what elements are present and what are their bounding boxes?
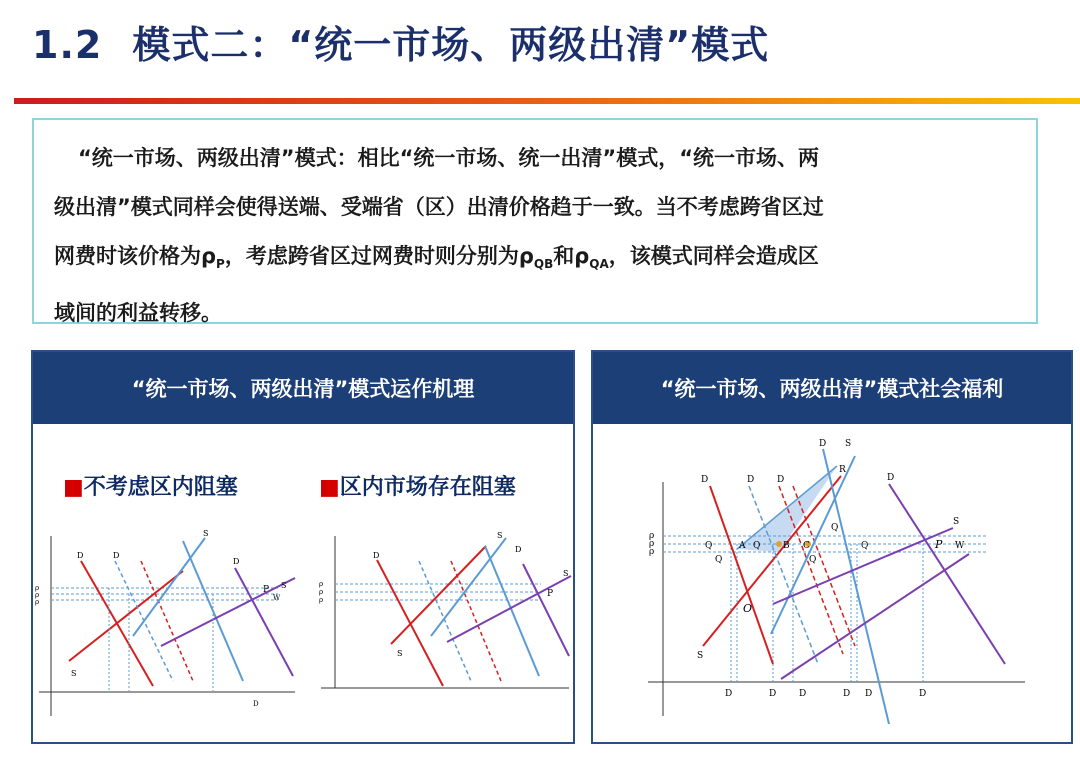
label-dqasi: D <box>769 689 777 699</box>
label-o: O <box>743 602 753 615</box>
label-rho-p: ρ <box>319 588 324 596</box>
label-d: D <box>887 473 895 483</box>
supply-curve-b <box>69 571 183 661</box>
supply-curve-total <box>447 576 571 642</box>
red-square-icon: ■ <box>63 475 84 500</box>
label-sa: S <box>845 439 852 449</box>
welfare-diagram <box>593 424 1071 742</box>
label-dqadi: D <box>865 689 873 699</box>
point-b <box>776 541 782 547</box>
supply-curve-a <box>431 538 506 636</box>
intro-paragraph <box>54 134 1016 338</box>
label-rho-qa: ρ <box>35 584 40 592</box>
supply-curve-total <box>781 554 969 679</box>
demand-curve-a-solid <box>485 546 539 676</box>
label-p: P <box>935 538 943 551</box>
no-congestion-label: ■不考虑区内阻塞 <box>63 475 238 500</box>
label-sa: S <box>497 531 503 540</box>
label-dp: D <box>919 689 927 699</box>
label-dqad: D <box>843 689 851 699</box>
label-sb: S <box>697 651 704 661</box>
label-w: W <box>955 541 965 551</box>
label-s: S <box>953 517 960 527</box>
intro-line-3d: ，该模式同样会造成区 <box>608 244 819 268</box>
demand-curve-b-shifted <box>141 561 193 681</box>
label-rho-p: ρ <box>649 539 655 549</box>
demand-curve-b-prime <box>779 486 843 654</box>
label-qadi: Q <box>861 541 869 551</box>
mechanism-body <box>33 424 573 742</box>
label-rho-qa: ρ <box>649 531 655 541</box>
sub-qa: QA <box>589 257 609 272</box>
label-a: A <box>739 541 746 551</box>
sub-qb: QB <box>533 257 554 272</box>
label-sb: S <box>397 649 403 658</box>
supply-curve-a <box>133 538 205 636</box>
label-db: D <box>701 475 709 485</box>
label-p: P <box>547 589 554 599</box>
intro-line-1: “统一市场、两级出清”模式：相比“统一市场、统一出清”模式，“统一市场、两 <box>78 146 820 170</box>
demand-curve-a <box>419 561 471 681</box>
welfare-body <box>593 424 1071 742</box>
label-qbd: Q <box>809 555 817 565</box>
section-number: 1.2 <box>32 23 103 67</box>
label-d: D <box>233 557 240 566</box>
label-sb: S <box>71 669 77 678</box>
intro-line-3c: 和ρ <box>553 244 590 268</box>
congestion-label: ■区内市场存在阻塞 <box>319 475 516 500</box>
label-dqbs: D <box>725 689 733 699</box>
label-qbs: Q <box>715 555 723 565</box>
title-divider <box>14 98 1080 104</box>
slide-title <box>32 14 769 69</box>
label-rho-qb: ρ <box>649 547 655 557</box>
mechanism-header: “统一市场、两级出清”模式运作机理 <box>33 352 573 424</box>
label-qbsi: Q <box>705 541 713 551</box>
demand-curve-b <box>710 486 773 664</box>
intro-line-2: 级出清”模式同样会使得送端、受端省（区）出清价格趋于一致。当不考虑跨省区过 <box>54 195 824 219</box>
label-dqbsi: D <box>799 689 807 699</box>
title-text: 模式二：“统一市场、两级出清”模式 <box>132 23 770 67</box>
label-da: D <box>113 551 120 560</box>
demand-curve-total <box>889 484 1005 664</box>
diagram-no-congestion <box>33 516 303 742</box>
red-square-icon: ■ <box>319 475 340 500</box>
supply-curve-b <box>703 476 841 646</box>
intro-line-3a: 网费时该价格为ρ <box>54 244 217 268</box>
mechanism-panel <box>31 350 575 744</box>
intro-box <box>32 118 1038 324</box>
label-sa: S <box>203 529 209 538</box>
intro-line-3b: ，考虑跨省区过网费时则分别为ρ <box>224 244 534 268</box>
label-d: D <box>515 545 522 554</box>
label-s: S <box>281 581 287 590</box>
welfare-header: “统一市场、两级出清”模式社会福利 <box>593 352 1071 424</box>
label-qad: Q <box>831 523 839 533</box>
label-rho-qb: ρ <box>35 598 40 606</box>
label-db: D <box>77 551 84 560</box>
label-c: C <box>803 541 810 551</box>
label-qasi: Q <box>753 541 761 551</box>
label-r: R <box>839 465 846 475</box>
label-db: D <box>373 551 380 560</box>
label-dp: D <box>253 700 259 708</box>
sub-p: P <box>216 257 225 272</box>
label-p: P <box>263 585 270 595</box>
label-w: W <box>273 594 281 602</box>
label-b: B <box>783 541 790 551</box>
label-da-top: D <box>819 439 827 449</box>
label-s: S <box>563 569 569 578</box>
label-rho-qb: ρ <box>319 596 324 604</box>
welfare-panel <box>591 350 1073 744</box>
diagram-congestion <box>301 516 573 742</box>
label-db-prime: D <box>777 475 785 485</box>
label-da: D <box>747 475 755 485</box>
intro-line-4: 域间的利益转移。 <box>54 301 222 326</box>
label-rho-p: ρ <box>35 591 40 599</box>
demand-curve-b-shifted <box>451 561 501 681</box>
demand-curve-a <box>823 449 889 724</box>
label-rho-qa: ρ <box>319 580 324 588</box>
